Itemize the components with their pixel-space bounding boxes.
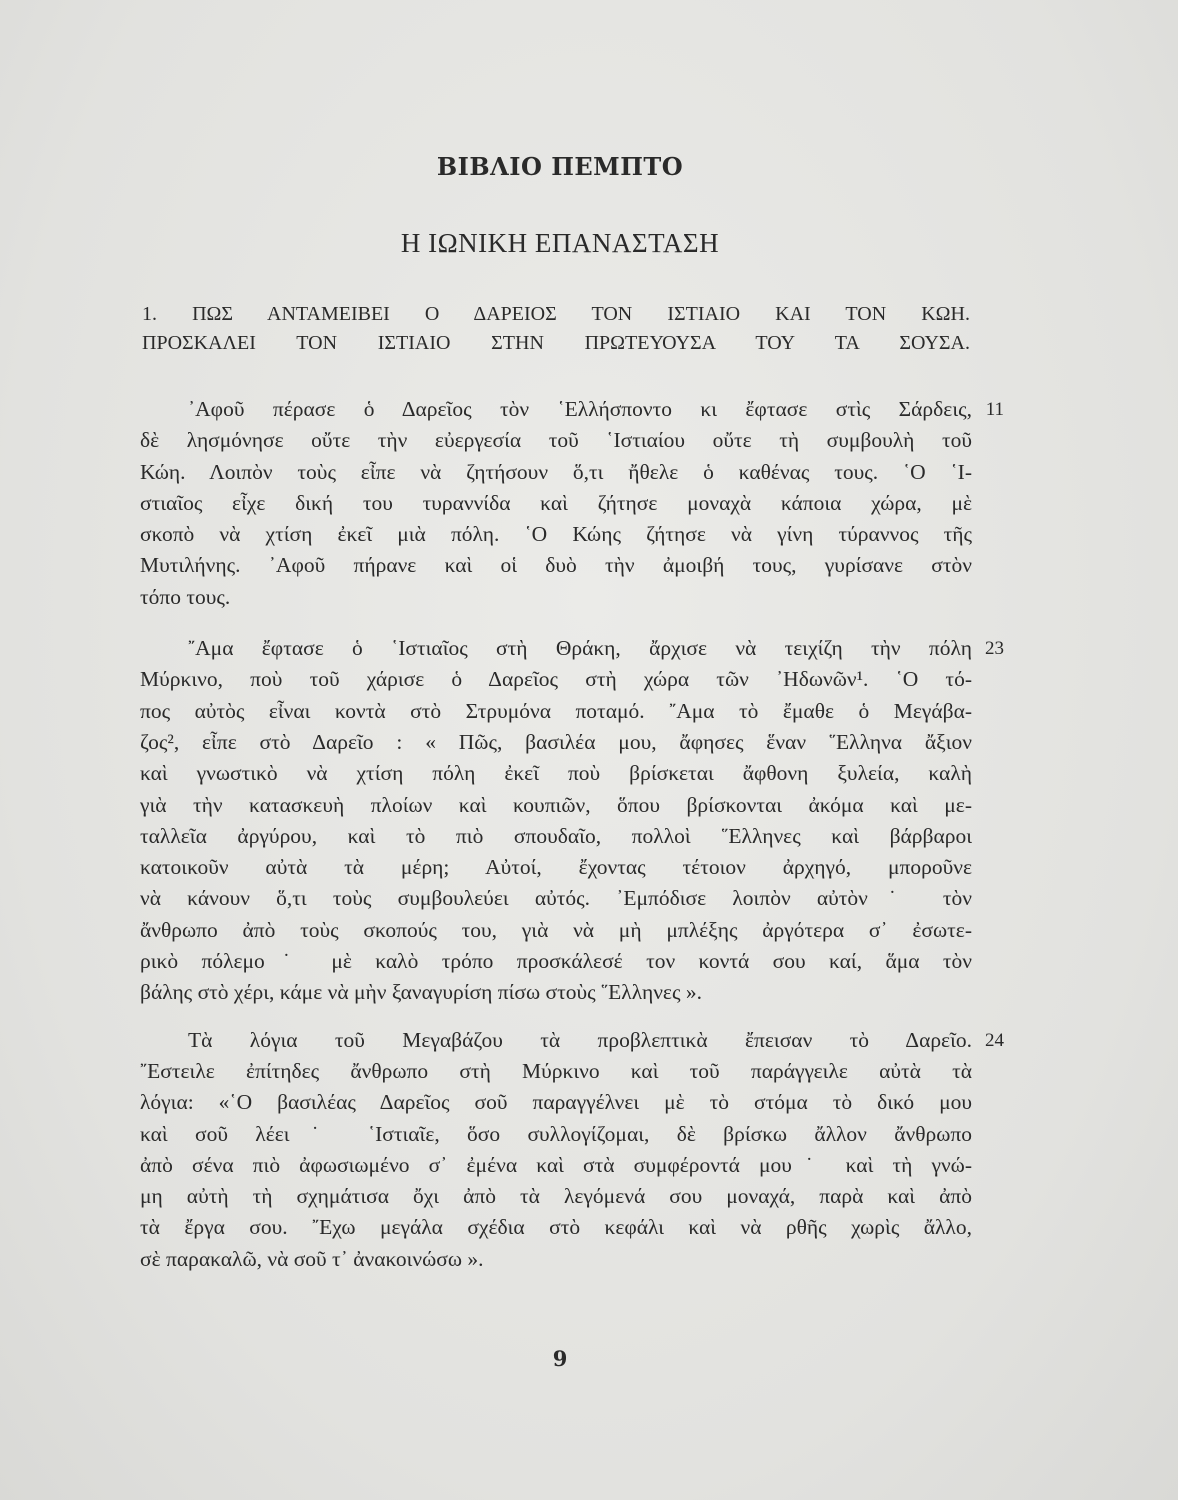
text-line: πος αὐτὸς εἶναι κοντὰ στὸ Στρυμόνα ποταμό. ῎Αμα τὸ ἔμαθε ὁ Μεγάβα- xyxy=(140,698,972,723)
text-line: Τὰ λόγια τοῦ Μεγαβάζου τὰ προβλεπτικὰ ἔπεισαν τὸ Δαρεῖο. xyxy=(188,1027,972,1052)
text-line: τὰ ἔργα σου. ῎Εχω μεγάλα σχέδια στὸ κεφάλι καὶ νὰ ρθῆς χωρὶς ἄλλο, xyxy=(140,1215,972,1240)
text-line: ταλλεῖα ἀργύρου, καὶ τὸ πιὸ σπουδαῖο, πολλοὶ ῞Ελληνες καὶ βάρβαροι xyxy=(140,823,972,848)
text-line: ῎Αμα ἔφτασε ὁ ῾Ιστιαῖος στὴ Θράκη, ἄρχισε νὰ τειχίζη τὴν πόλη xyxy=(188,636,972,661)
page-number: 9 xyxy=(552,1346,568,1371)
text-line: ἀπὸ σένα πιὸ ἀφωσιωμένο σ᾿ ἐμένα καὶ στὰ συμφέροντά μου˙ καὶ τὴ γνώ- xyxy=(140,1152,972,1177)
text-line: ῎Εστειλε ἐπίτηδες ἄνθρωπο στὴ Μύρκινο καὶ τοῦ παράγγειλε αὐτὰ τὰ xyxy=(140,1058,972,1083)
section-heading-line-1: 1. ΠΩΣ ΑΝΤΑΜΕΙΒΕΙ Ο ΔΑΡΕΙΟΣ ΤΟΝ ΙΣΤΙΑΙΟ ΚΑΙ ΤΟΝ ΚΩΗ. xyxy=(142,303,970,325)
text-line: τόπο τους. xyxy=(140,584,231,609)
text-line: σκοπὸ νὰ χτίση ἐκεῖ μιὰ πόλη. ῾Ο Κώης ζήτησε νὰ γίνη τύραννος τῆς xyxy=(140,522,972,547)
section-heading-line-2: ΠΡΟΣΚΑΛΕΙ ΤΟΝ ΙΣΤΙΑΙΟ ΣΤΗΝ ΠΡΩΤΕΥΟΥΣΑ ΤΟΥ ΤΑ ΣΟΥΣΑ. xyxy=(142,332,970,354)
margin-line-number: 24 xyxy=(985,1029,1004,1051)
paragraph xyxy=(140,633,1004,1009)
text-line: καὶ σοῦ λέει˙ ῾Ιστιαῖε, ὅσο συλλογίζομαι, δὲ βρίσκω ἄλλον ἄνθρωπο xyxy=(140,1121,972,1146)
text-line: δὲ λησμόνησε οὔτε τὴν εὐεργεσία τοῦ ῾Ιστιαίου οὔτε τὴ συμβουλὴ τοῦ xyxy=(140,428,972,453)
text-line: στιαῖος εἶχε δική του τυραννίδα καὶ ζήτησε μοναχὰ κάποια χώρα, μὲ xyxy=(140,490,972,515)
text-line: γιὰ τὴν κατασκευὴ πλοίων καὶ κουπιῶν, ὅπου βρίσκονται ἀκόμα καὶ με- xyxy=(140,792,972,817)
book-title: ΒΙΒΛΙΟ ΠΕΜΠΤΟ xyxy=(436,152,684,181)
text-line: καὶ γνωστικὸ νὰ χτίση πόλη ἐκεῖ ποὺ βρίσκεται ἄφθονη ξυλεία, καλὴ xyxy=(140,761,972,786)
text-line: ἄνθρωπο ἀπὸ τοὺς σκοπούς του, γιὰ νὰ μὴ μπλέξης ἀργότερα σ᾿ ἐσωτε- xyxy=(140,917,972,942)
margin-line-number: 23 xyxy=(985,638,1004,660)
chapter-title: Η ΙΩΝΙΚΗ ΕΠΑΝΑΣΤΑΣΗ xyxy=(400,228,720,258)
text-line: Μυτιλήνης. ᾿Αφοῦ πήρανε καὶ οἱ δυὸ τὴν ἀμοιβή τους, γυρίσανε στὸν xyxy=(140,553,972,578)
paragraph xyxy=(140,1025,1004,1275)
text-line: νὰ κάνουν ὅ,τι τοὺς συμβουλεύει αὐτός. ᾿Εμπόδισε λοιπὸν αὐτὸν˙ τὸν xyxy=(140,886,972,911)
margin-line-number: 11 xyxy=(985,399,1004,420)
text-line: Κώη. Λοιπὸν τοὺς εἶπε νὰ ζητήσουν ὅ,τι ἤθελε ὁ καθένας τους. ῾Ο ῾Ι- xyxy=(140,459,972,484)
text-line: ρικὸ πόλεμο˙ μὲ καλὸ τρόπο προσκάλεσέ τον κοντά σου καί, ἅμα τὸν xyxy=(140,949,972,974)
text-line: ζος², εἶπε στὸ Δαρεῖο : « Πῶς, βασιλέα μου, ἄφησες ἕναν ῞Ελληνα ἄξιον xyxy=(140,729,972,754)
text-line: λόγια: «῾Ο βασιλέας Δαρεῖος σοῦ παραγγέλνει μὲ τὸ στόμα τὸ δικό μου xyxy=(140,1090,972,1115)
text-line: μη αὐτὴ τὴ σχημάτισα ὄχι ἀπὸ τὰ λεγόμενά σου μοναχά, παρὰ καὶ ἀπὸ xyxy=(140,1184,972,1209)
text-line: κατοικοῦν αὐτὰ τὰ μέρη; Αὐτοί, ἔχοντας τέτοιον ἀρχηγό, μποροῦνε xyxy=(140,855,972,880)
text-line: Μύρκινο, ποὺ τοῦ χάρισε ὁ Δαρεῖος στὴ χώρα τῶν ᾿Ηδωνῶν¹. ῾Ο τό- xyxy=(140,667,972,692)
paragraph xyxy=(140,394,1004,613)
text-line: ᾿Αφοῦ πέρασε ὁ Δαρεῖος τὸν ῾Ελλήσποντο κι ἔφτασε στὶς Σάρδεις, xyxy=(188,397,972,421)
text-line: σὲ παρακαλῶ, νὰ σοῦ τ᾿ ἀνακοινώσω ». xyxy=(140,1246,484,1271)
body-text xyxy=(140,394,1004,1275)
text-line: βάλης στὸ χέρι, κάμε νὰ μὴν ξαναγυρίση πίσω στοὺς ῞Ελληνες ». xyxy=(140,980,702,1005)
